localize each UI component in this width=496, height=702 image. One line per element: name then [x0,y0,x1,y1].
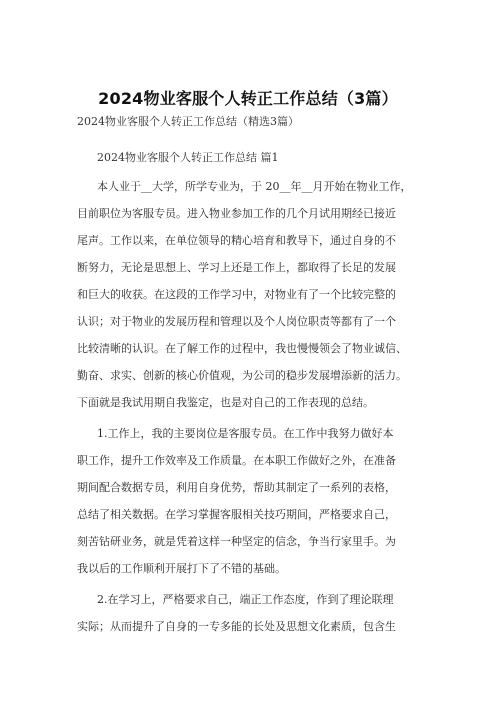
paragraph-1-line: 断努力，无论是思想上、学习上还是工作上，都取得了长足的发展 [77,261,396,274]
paragraph-3-line: 2.在学习上，严格要求自己，端正工作态度，作到了理论联理 [97,593,394,606]
paragraph-1-line: 本人业于__大学，所学专业为，于 20__年__月开始在物业工作， [97,180,412,193]
paragraph-1-line: 勤奋、求实、创新的核心价值观，为公司的稳步发展增添新的活力。 [77,369,407,382]
section-heading: 2024物业客服个人转正工作总结 篇1 [97,151,279,164]
paragraph-1-line: 目前职位为客服专员。进入物业参加工作的几个月试用期经已接近 [77,207,396,220]
document-title: 2024物业客服个人转正工作总结（3篇） [98,89,398,108]
paragraph-1-line: 认识；对于物业的发展历程和管理以及个人岗位职责等都有了一个 [77,315,396,328]
paragraph-1-line: 和巨大的收获。在这段的工作学习中，对物业有了一个比较完整的 [77,288,396,301]
paragraph-3-line: 实际；从而提升了自身的一专多能的长处及思想文化素质，包含生 [77,620,396,633]
paragraph-1-line: 下面就是我试用期自我鉴定，也是对自己的工作表现的总结。 [77,396,374,409]
paragraph-2-line: 1.工作上，我的主要岗位是客服专员。在工作中我努力做好本 [97,427,394,440]
paragraph-2-line: 我以后的工作顺利开展打下了不错的基础。 [77,562,286,575]
paragraph-1-line: 比较清晰的认识。在了解工作的过程中，我也慢慢领会了物业诚信、 [77,342,407,355]
paragraph-2-line: 职工作，提升工作效率及工作质量。在本职工作做好之外，在准备 [77,454,396,467]
paragraph-2-line: 总结了相关数据。在学习掌握客服相关技巧期间，严格要求自己， [77,508,396,521]
document-subtitle: 2024物业客服个人转正工作总结（精选3篇） [77,115,299,128]
paragraph-2-line: 刻苦钻研业务，就是凭着这样一种坚定的信念，争当行家里手。为 [77,535,396,548]
paragraph-2-line: 期间配合数据专员，利用自身优势，帮助其制定了一系列的表格， [77,481,396,494]
paragraph-1-line: 尾声。工作以来，在单位领导的精心培育和教导下，通过自身的不 [77,234,396,247]
